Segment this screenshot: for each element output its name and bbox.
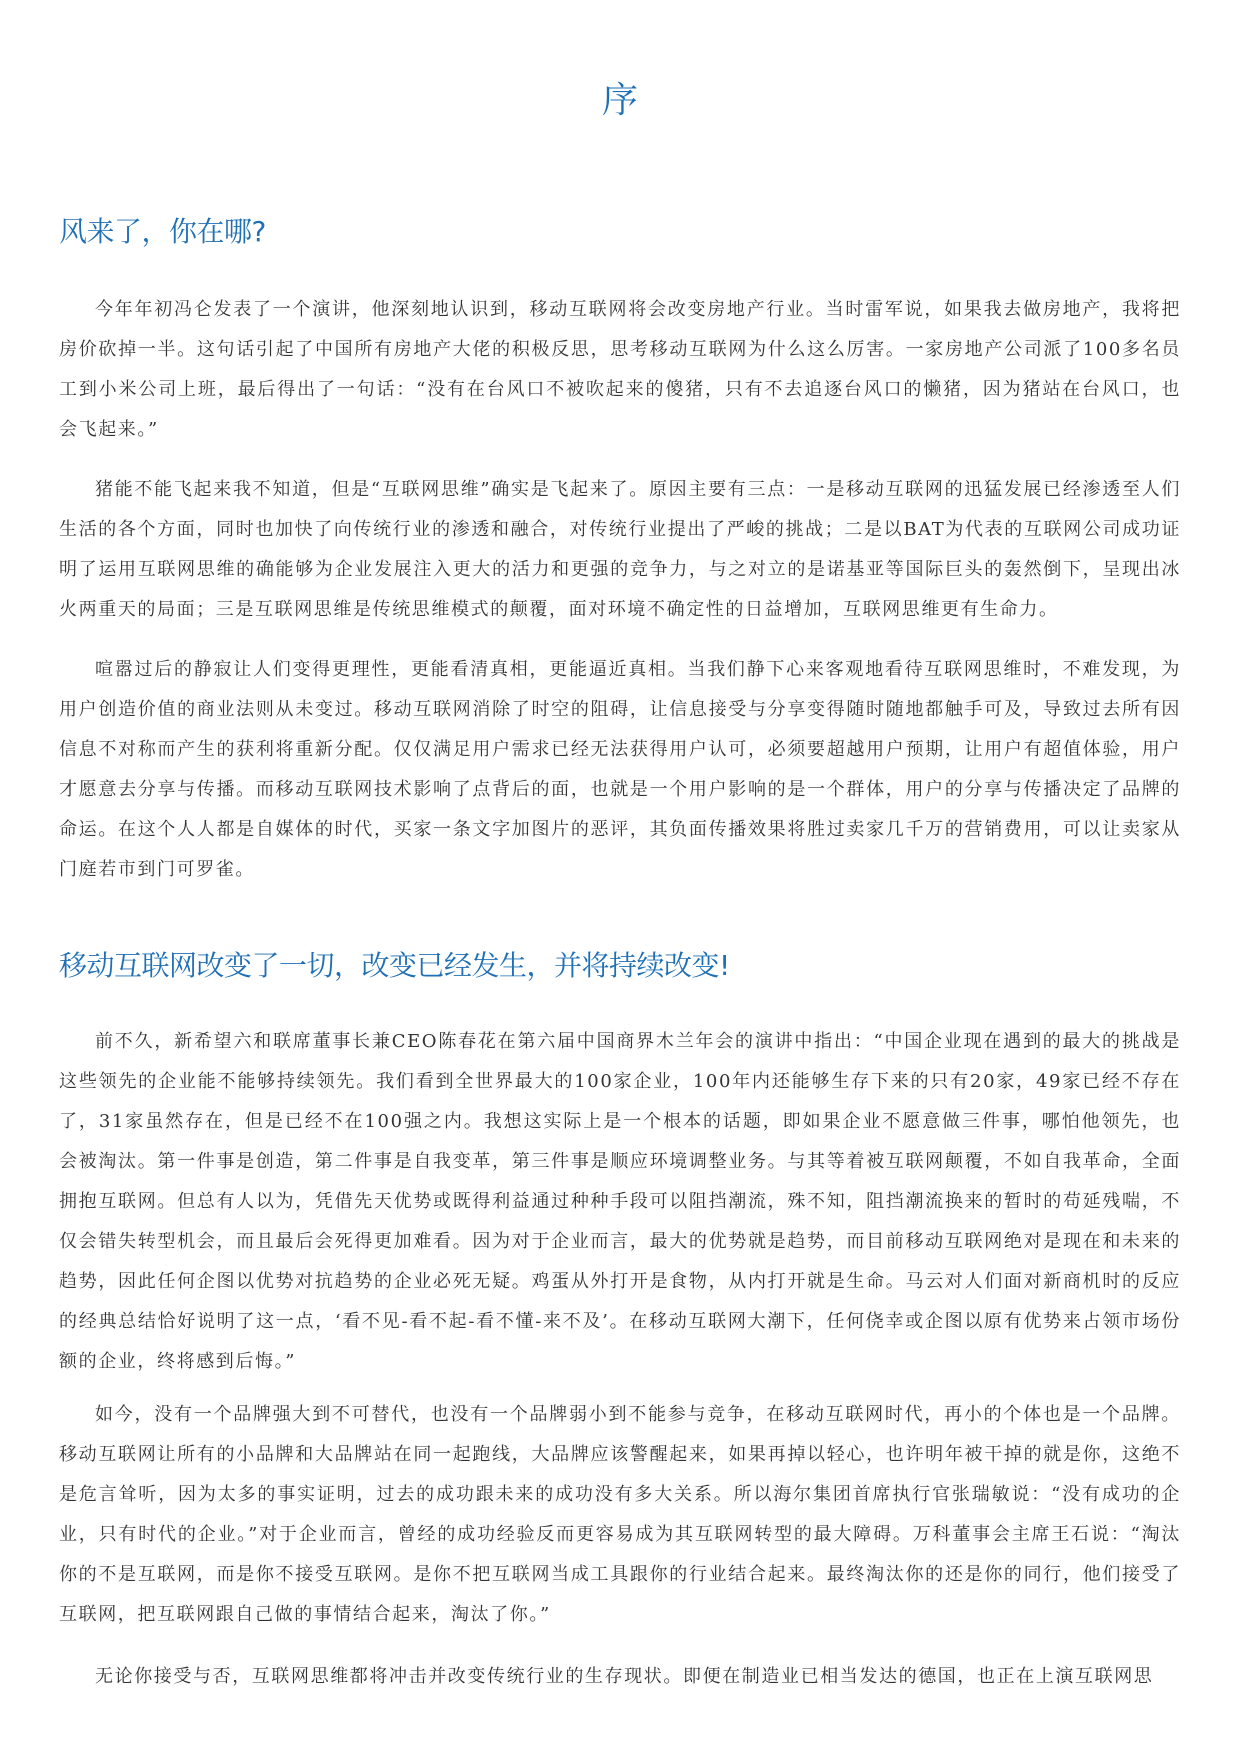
paragraph: 无论你接受与否，互联网思维都将冲击并改变传统行业的生存现状。即便在制造业已相当发达的德国，也正在上演互联网思 — [95, 1666, 1154, 1687]
paragraph: 猪能不能飞起来我不知道，但是“互联网思维”确实是飞起来了。原因主要有三点：一是移动互联网的迅猛发展已经渗透至人们生活的各个方面，同时也加快了向传统行业的渗透和融合，对传统行业提出了严峻的挑战；二是以BAT为代表的互联网公司成功证明了运用互联网思维的确能够为企业发展注入更大的活力和更强的竞争力，与之对立的是诺基亚等国际巨头的轰然倒下，呈现出冰火两重天的局面；三是互联网思维是传统思维模式的颠覆，面对环境不确定性的日益增加，互联网思维更有生命力。 — [59, 479, 1181, 620]
section-heading-2: 移动互联网改变了一切，改变已经发生，并将持续改变! — [59, 949, 730, 982]
page-title: 序 — [601, 80, 638, 121]
section-heading-1: 风来了，你在哪? — [59, 215, 266, 248]
paragraph: 今年年初冯仑发表了一个演讲，他深刻地认识到，移动互联网将会改变房地产行业。当时雷军说，如果我去做房地产，我将把房价砍掉一半。这句话引起了中国所有房地产大佬的积极反思，思考移动互联网为什么这么厉害。一家房地产公司派了100多名员工到小米公司上班，最后得出了一句话：“没有在台风口不被吹起来的傻猪，只有不去追逐台风口的懒猪，因为猪站在台风口，也会飞起来。” — [59, 299, 1181, 440]
paragraph: 前不久，新希望六和联席董事长兼CEO陈春花在第六届中国商界木兰年会的演讲中指出：“中国企业现在遇到的最大的挑战是这些领先的企业能不能够持续领先。我们看到全世界最大的100家企业，100年内还能够生存下来的只有20家，49家已经不存在了，31家虽然存在，但是已经不在100强之内。我想这实际上是一个根本的话题，即如果企业不愿意做三件事，哪怕他领先，也会被淘汰。第一件事是创造，第二件事是自我变革，第三件事是顺应环境调整业务。与其等着被互联网颠覆，不如自我革命，全面拥抱互联网。但总有人以为，凭借先天优势或既得利益通过种种手段可以阻挡潮流，殊不知，阻挡潮流换来的暂时的苟延残喘，不仅会错失转型机会，而且最后会死得更加难看。因为对于企业而言，最大的优势就是趋势，而目前移动互联网绝对是现在和未来的趋势，因此任何企图以优势对抗趋势的企业必死无疑。鸡蛋从外打开是食物，从内打开就是生命。马云对人们面对新商机时的反应的经典总结恰好说明了这一点，‘看不见-看不起-看不懂-来不及’。在移动互联网大潮下，任何侥幸或企图以原有优势来占领市场份额的企业，终将感到后悔。” — [59, 1031, 1181, 1372]
paragraph: 如今，没有一个品牌强大到不可替代，也没有一个品牌弱小到不能参与竞争，在移动互联网时代，再小的个体也是一个品牌。移动互联网让所有的小品牌和大品牌站在同一起跑线，大品牌应该警醒起来，如果再掉以轻心，也许明年被干掉的就是你，这绝不是危言耸听，因为太多的事实证明，过去的成功跟未来的成功没有多大关系。所以海尔集团首席执行官张瑞敏说：“没有成功的企业，只有时代的企业。”对于企业而言，曾经的成功经验反而更容易成为其互联网转型的最大障碍。万科董事会主席王石说：“淘汰你的不是互联网，而是你不接受互联网。是你不把互联网当成工具跟你的行业结合起来。最终淘汰你的还是你的同行，他们接受了互联网，把互联网跟自己做的事情结合起来，淘汰了你。” — [59, 1404, 1181, 1625]
paragraph: 喧嚣过后的静寂让人们变得更理性，更能看清真相，更能逼近真相。当我们静下心来客观地看待互联网思维时，不难发现，为用户创造价值的商业法则从未变过。移动互联网消除了时空的阻碍，让信息接受与分享变得随时随地都触手可及，导致过去所有因信息不对称而产生的获利将重新分配。仅仅满足用户需求已经无法获得用户认可，必须要超越用户预期，让用户有超值体验，用户才愿意去分享与传播。而移动互联网技术影响了点背后的面，也就是一个用户影响的是一个群体，用户的分享与传播决定了品牌的命运。在这个人人都是自媒体的时代，买家一条文字加图片的恶评，其负面传播效果将胜过卖家几千万的营销费用，可以让卖家从门庭若市到门可罗雀。 — [59, 659, 1181, 880]
